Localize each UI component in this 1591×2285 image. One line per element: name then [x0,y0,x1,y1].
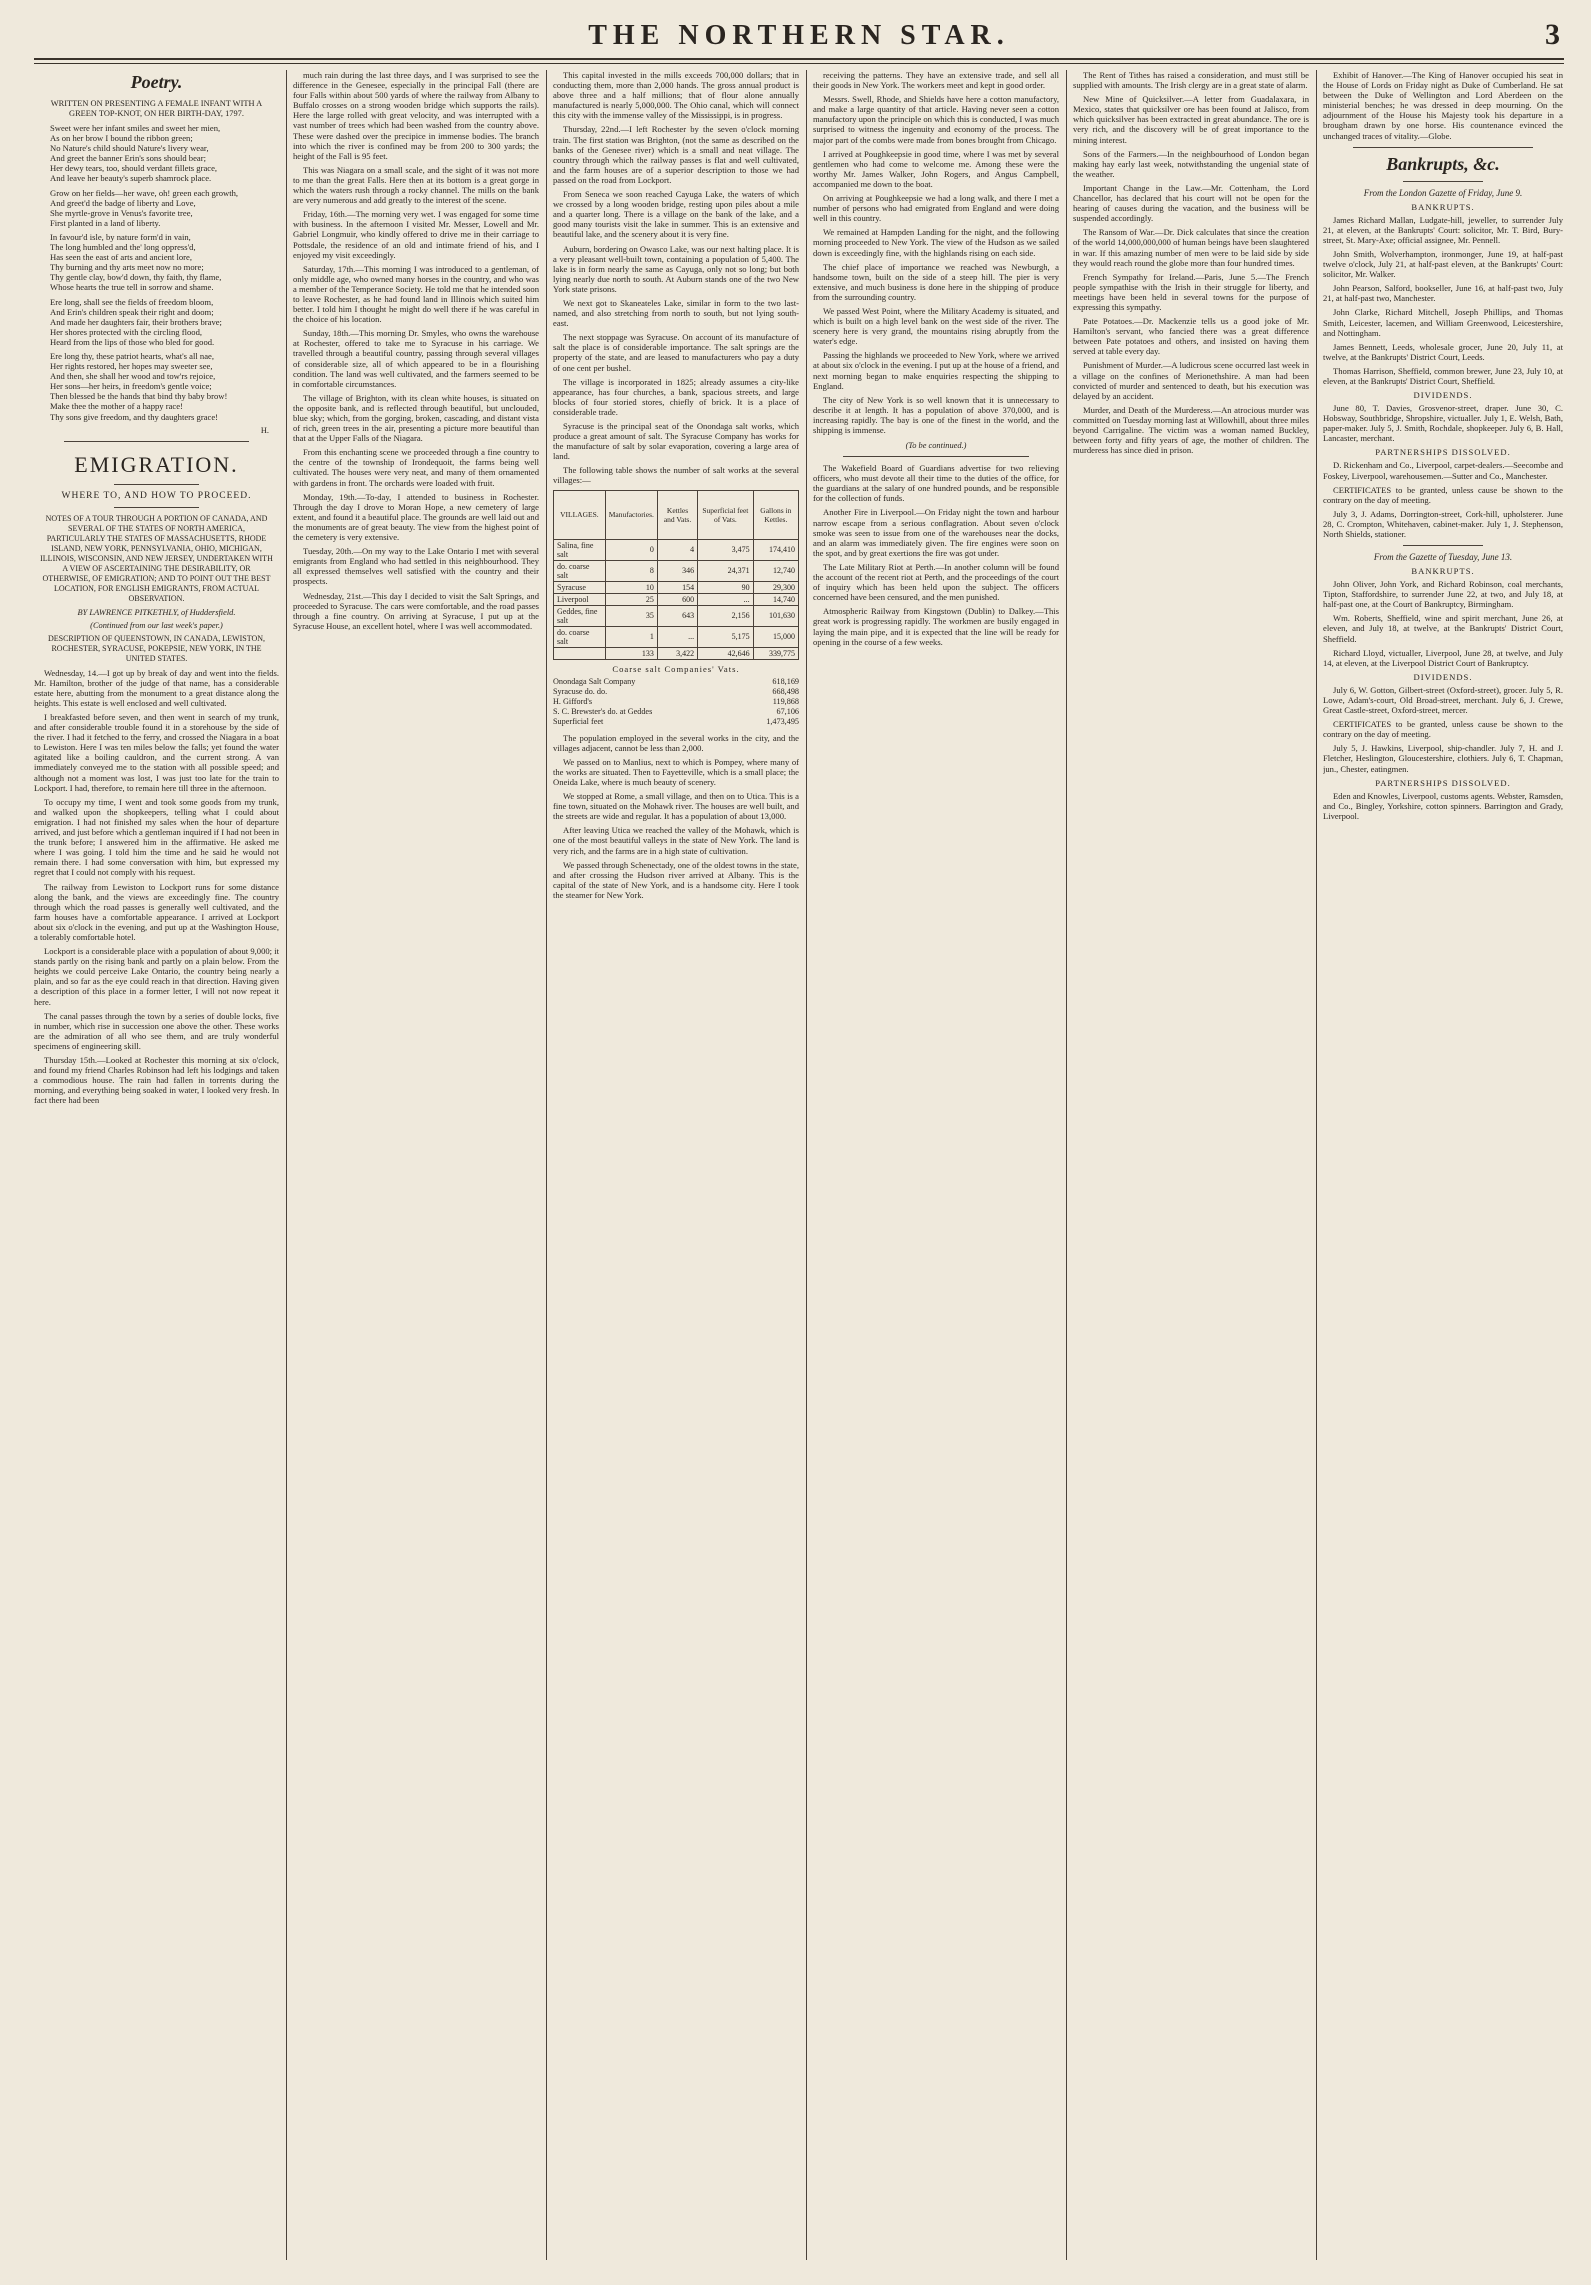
poem-stanza [34,123,279,184]
article-paragraph: The village is incorporated in 1825; already assumes a city-like appearance, has four churches, a bank, spacious streets, and large blocks of four storied stores, chiefly of brick. It is a place of considerable trade. [553,376,799,417]
news-item: Another Fire in Liverpool.—On Friday night the town and harbour narrow escape from a serious conflagration. About seven o'clock smoke was seen to issue from one of the warehouses near the docks, and an alarm was immediately given. The fire engines were soon on the spot, and by great exertions the fire was got under. [813,507,1059,558]
table-row [554,539,799,560]
divider [1403,181,1483,182]
column-4 [813,70,1059,2260]
article-paragraph: The railway from Lewiston to Lockport runs for some distance along the bank, and the views are exceedingly fine. The country through which the road passes is generally well cultivated, and the farm houses have a comfortable appearance. I arrived at Lockport about six o'clock in the evening, and put up at the Washington House, a tolerably comfortable hotel. [34,881,279,942]
table-cell: Liverpool [554,593,606,605]
table-row [554,605,799,626]
column-4-news [813,463,1059,647]
article-paragraph: Thursday, 22nd.—I left Rochester by the seven o'clock morning train. The first station was Brighton, (not the same as described on the banks of the Genesee river) which is a small and neat village. The country through which the railway passes is flat and well cultivated, and the farm houses are of a superior description to those we had passed on the road from Lockport. [553,124,799,185]
divider [114,507,199,508]
partnerships-1: D. Rickenham and Co., Liverpool, carpet-dealers.—Seecombe and Foskey, Liverpool, warehousemen.—Sutter and Co., Manchester. [1323,460,1563,481]
article-paragraph: Wednesday, 14.—I got up by break of day and went into the fields. Mr. Hamilton, brother of the judge of that name, has a considerable estate here, abutting from the monument to a great distance along the heights. This estate is well enclosed and well cultivated. [34,667,279,708]
article-paragraph: Messrs. Swell, Rhode, and Shields have here a cotton manufactory, and make a large quantity of that article. Having never seen a cotton manufactory upon the principle on which this is conducted, I was much surprised to witness the ingenuity and economy of the process. The major part of the combs were made from bones brought from Chicago. [813,94,1059,145]
table-cell: 14,740 [753,593,798,605]
bankrupt-entry: James Bennett, Leeds, wholesale grocer, June 20, July 11, at twelve, at the Bankrupts' District Court, Leeds. [1323,341,1563,362]
table-row [554,593,799,605]
table-cell: 101,630 [753,605,798,626]
poem-line: And leave her beauty's superb shamrock place. [50,173,212,184]
poem-line: First planted in a land of liberty. [50,217,161,228]
column-rule [546,70,547,2260]
salt-company-name: Syracuse do. do. [553,686,608,696]
article-paragraph: The following table shows the number of salt works at the several villages:— [553,465,799,486]
villages-table [553,490,799,660]
column-3-body-continued [553,733,799,900]
column-rule [1066,70,1067,2260]
article-paragraph: We passed through Schenectady, one of the oldest towns in the state, and after crossing the Hudson river arrived at Albany. This is the capital of the state of New York, and is a handsome city. Here I took the steamer for New York. [553,859,799,900]
article-paragraph: Sunday, 18th.—This morning Dr. Smyles, who owns the warehouse at Rochester, offered to take me to Syracuse in his carriage. We travelled through a beautiful country, passing through several villages of considerable size, all of which appeared to be in a flourishing condition. The land was well cultivated, and the farmers seemed to be in comfortable circumstances. [293,328,539,389]
table-cell: 1 [605,626,657,647]
news-item: Important Change in the Law.—Mr. Cottenham, the Lord Chancellor, has declared that his court will not be open for the hearing of causes during the vacation, and the business will be suspended accordingly. [1073,182,1309,224]
salt-total-value: 1,473,495 [766,716,799,726]
table-cell: 15,000 [753,626,798,647]
emigration-summary: NOTES OF A TOUR THROUGH A PORTION OF CANADA, AND SEVERAL OF THE STATES OF NORTH AMERICA, PARTICULARLY THE STATES OF MASSACHUSETTS, RHODE ISLAND, NEW YORK, PENNSYLVANIA, OHIO, MICHIGAN, ILLINOIS, WISCONSIN, AND NEW JERSEY, UNDERTAKEN WITH A VIEW OF ASCERTAINING THE DESIRABILITY, OR OTHERWISE, OF EMIGRATION; AND TO POINT OUT THE BEST LOCATION, FOR ENGLISH EMIGRANTS, FROM ACTUAL OBSERVATION. [40,513,273,603]
poem-line: Grow on her fields—her wave, oh! green each growth, [50,187,239,198]
certificates-label: CERTIFICATES to be granted, unless cause be shown to the contrary on the day of meeting. [1323,484,1563,505]
poem-line: Ere long, shall see the fields of freedom bloom, [50,296,214,307]
page-number: 3 [1545,18,1560,51]
table-cell: 600 [657,593,697,605]
poem-line: Thy sons give freedom, and thy daughters grace! [50,411,219,422]
salt-company-value: 668,498 [772,686,799,696]
poem-stanza [34,188,279,228]
dividends-1: June 80, T. Davies, Grosvenor-street, draper. June 30, C. Hobsway, Southbridge, Shropshire, victualler. July 1, E. Welsh, Bath, paper-maker. July 5, J. Smith, Rochdale, shopkeeper. July 6, B. Hall, Lancaster, merchant. [1323,403,1563,444]
table-cell: Syracuse [554,581,606,593]
table-cell: 8 [605,560,657,581]
article-paragraph: After leaving Utica we reached the valley of the Mohawk, which is one of the most beautiful valleys in the state of New York. The land is very rich, and the farms are in a high state of cultivation. [553,825,799,856]
article-paragraph: Auburn, bordering on Owasco Lake, was our next halting place. It is a very pleasant well-built town, containing a population of 5,400. The lake is in form nearly the same as Cayuga, only not so long; but both lying nearly due north to south. At Auburn stands one of the two New York state prisons. [553,243,799,294]
news-item: New Mine of Quicksilver.—A letter from Guadalaxara, in Mexico, states that quicksilver ore has been found at Jalisco, from which quicksilver has been extracted in great abundance. The ore is very rich, and the discovery will be of great importance to the mining interest. [1073,94,1309,145]
article-paragraph: We stopped at Rome, a small village, and then on to Utica. This is a fine town, situated on the Mohawk river. The houses are well built, and the streets are wide and regular. It has a population of about 13,000. [553,791,799,822]
article-paragraph: On arriving at Poughkeepsie we had a long walk, and there I met a number of persons who had emigrated from England and were doing well in this country. [813,193,1059,224]
poem-signature: H. [260,425,269,435]
poem-line: She myrtle-grove in Venus's favorite tree, [50,207,193,218]
poem-line: No Nature's child should Nature's livery wear, [50,143,209,154]
partnerships-2: Eden and Knowles, Liverpool, customs agents. Webster, Ramsden, and Co., Bingley, Yorkshire, cotton spinners. Barrington and Grady, Liverpool. [1323,790,1563,821]
poem-line: The long humbled and the' long oppress'd, [50,242,196,253]
certificates-1: July 3, J. Adams, Dorrington-street, Cork-hill, upholsterer. June 28, C. Crompton, Whitehaven, cabinet-maker. July 1, J. Stephenson, North Shields, stationer. [1323,508,1563,539]
poem-line: Her dewy tears, too, should verdant fillets grace, [50,163,218,174]
dividends-2: July 6, W. Gotton, Gilbert-street (Oxford-street), grocer. July 5, R. Lowe, Adam's-court, Old Broad-street, merchant. July 6, J. Crewe, Great Castle-street, Oxford-street, mercer. [1323,684,1563,716]
article-paragraph: From Seneca we soon reached Cayuga Lake, the waters of which we crossed by a long wooden bridge, resting upon piles about a mile and a quarter long. There is a village on the bank of the lake, and a good many tourists visit the lake in summer. This is an extensive and beautiful lake, and the scenery about it is very fine. [553,189,799,240]
table-header-cell: Manufactories. [605,490,657,539]
divider [1403,545,1483,546]
poem-line: As on her brow I bound the ribbon green; [50,133,193,144]
salt-stats-label: Coarse salt Companies' Vats. [612,663,740,674]
bankrupt-entry: John Clarke, Richard Mitchell, Joseph Phillips, and Thomas Smith, Leicester, lacemen, and William Greenwood, Leicestershire, and Nottingham. [1323,307,1563,338]
newspaper-page [34,18,1564,2268]
poem-line: Thy gentle clay, bow'd down, thy faith, thy flame, [50,272,222,283]
poem-stanza [34,297,279,347]
article-paragraph: I arrived at Poughkeepsie in good time, where I was met by several gentlemen who had come to welcome me. Among these were the worthy Mr. James Walker, John Rogers, and Angus Campbell, accompanied me down to the boat. [813,148,1059,189]
table-header-cell: Superficial feet of Vats. [698,490,753,539]
article-paragraph: I breakfasted before seven, and then went in search of my trunk, and after considerable trouble found it in a storehouse by the side of the river. I had it fetched to the ferry, and crossed the Niagara in a boat to Lewiston. Here I was ten miles below the falls; yet found the water agitated like a boiling cauldron, and the current strong. A van immediately conveyed me to the station with all possible speed; and although not a moment was lost, I was just too late for the train to Lockport. I had, therefore, to remain here till three in the afternoon. [34,712,279,793]
salt-company-value: 618,169 [772,676,799,686]
poem-line: Ere long thy, these patriot hearts, what's all nae, [50,350,214,361]
bankrupt-entry: John Smith, Wolverhampton, ironmonger, June 19, at half-past twelve o'clock, July 21, at half-past eleven, at the Bankrupts' Court: solicitor, Mr. Walker. [1323,248,1563,280]
table-cell: 10 [605,581,657,593]
news-item: The Ransom of War.—Dr. Dick calculates that since the creation of the world 14,000,000,000 of human beings have been slaughtered in war. If this amazing number of men were to be laid side by side they would reach round the globe more than four hundred times. [1073,227,1309,268]
news-item: The Late Military Riot at Perth.—In another column will be found the account of the recent riot at Perth, and the proceedings of the court of inquiry which has been held upon the subject. The officers concerned have been censured, and the men punished. [813,561,1059,603]
bankrupts-heading: Bankrupts, &c. [1386,153,1500,174]
poem-line: Thy burning and thy arts meet now no more; [50,262,204,273]
poem-line: And made her daughters fair, their brothers brave; [50,316,222,327]
masthead-rule [34,63,1564,64]
poem-stanza [34,232,279,293]
route-heading: DESCRIPTION OF QUEENSTOWN, IN CANADA, LEWISTON, ROCHESTER, SYRACUSE, POKEPSIE, NEW YORK, IN THE UNITED STATES. [47,633,266,663]
article-paragraph: Syracuse is the principal seat of the Onondaga salt works, which produce a great amount of salt. The Syracuse Company has works for the manufacture of salt by solar evaporation, covering a large area of land. [553,421,799,462]
emigration-subheading: WHERE TO, AND HOW TO PROCEED. [61,490,252,501]
article-paragraph: We passed on to Manlius, next to which is Pompey, where many of the works are situated. Then to Fayetteville, which is a small place; the Oneida Lake, where is much beauty of scenery. [553,756,799,787]
poem-line: And greet'd the badge of liberty and Love, [50,197,196,208]
article-paragraph: The next stoppage was Syracuse. On account of its manufacture of salt the place is of considerable importance. The salt springs are the property of the state, and are leased to manufacturers who pay a duty of one cent per bushel. [553,332,799,373]
column-6 [1323,70,1563,2260]
salt-stats-row [553,697,799,707]
article-paragraph: We next got to Skaneateles Lake, similar in form to the two last-named, and also stretching from north to south, but not lying south-east. [553,297,799,329]
article-paragraph: receiving the patterns. They have an extensive trade, and sell all their goods in New York. The workers meet and kept in good order. [813,70,1059,91]
table-cell: 133 [605,647,657,659]
article-paragraph: Wednesday, 21st.—This day I decided to visit the Salt Springs, and proceeded to Syracuse. The cars were comfortable, and the road passes through a fine country. On arriving at Syracuse, I put up at the Syracuse House, an excellent hotel, where I was well accommodated. [293,590,539,631]
divider [114,484,199,485]
poem-line: And Erin's children speak their right and doom; [50,306,214,317]
table-cell: do. coarse salt [554,626,606,647]
article-paragraph: Thursday 15th.—Looked at Rochester this morning at six o'clock, and found my friend Charles Robinson had left his lodgings and taken a commodious house. The rain had fallen in torrents during the morning, and everything being soaked in water, I looked very fresh. In fact there had been [34,1055,279,1106]
dividends-label-2: DIVIDENDS. [1413,671,1473,682]
column-1 [34,70,279,2260]
article-paragraph: Tuesday, 20th.—On my way to the Lake Ontario I met with several emigrants from England who had settled in this neighbourhood. They all expressed themselves well satisfied with the country and their prospects. [293,546,539,587]
dividends-label: DIVIDENDS. [1413,390,1473,401]
emigration-heading: EMIGRATION. [74,451,239,477]
table-cell: 2,156 [698,605,753,626]
emigration-body [34,668,279,1106]
news-item: French Sympathy for Ireland.—Paris, June 5.—The French people sympathise with the Irish in their struggle for liberty, and meetings have been held in several towns for the purpose of expressing this sympathy. [1073,271,1309,312]
poem-line: Her sons—her heirs, in freedom's gentle voice; [50,381,212,392]
table-row [554,626,799,647]
column-rule [286,70,287,2260]
table-header-cell: Gallons in Kettles. [753,490,798,539]
table-cell: do. coarse salt [554,560,606,581]
article-paragraph: This capital invested in the mills exceeds 700,000 dollars; that in conducting them, more than 2,000 hands. The gross annual product is above three and a half millions; that of flour alone annually manufactured is nearly 5,000,000. The Ohio canal, which will connect this city with the immense valley of the Mississippi, is in progress. [553,70,799,121]
salt-stats-rows [553,677,799,717]
poem-line: And greet the banner Erin's sons should bear; [50,153,206,164]
partnerships-label-2: PARTNERSHIPS DISSOLVED. [1375,777,1511,788]
news-item: The Rent of Tithes has raised a consideration, and must still be supplied with amounts. The Irish clergy are in a great state of alarm. [1073,70,1309,91]
table-cell: 25 [605,593,657,605]
article-paragraph: The population employed in the several works in the city, and the villages adjacent, cannot be less than 2,000. [553,732,799,753]
article-paragraph: The city of New York is so well known that it is unnecessary to describe it at length. It has a population of above 370,000, and is increasing rapidly. The bay is one of the finest in the world, and the shipping is immense. [813,394,1059,435]
salt-company-name: Onondaga Salt Company [553,676,636,686]
article-paragraph: The village of Brighton, with its clean white houses, is situated on the opposite bank, and is reflected through beautiful, but unclouded, blue sky; which, from the gorging, broken, cascading, and distant vista of rich, green trees in the air, presenting a picture more beautiful than that at the Upper Falls of the Niagara. [293,392,539,444]
table-cell: 346 [657,560,697,581]
bankrupts-label: BANKRUPTS. [1411,201,1475,212]
table-cell [554,647,606,659]
news-item: Punishment of Murder.—A ludicrous scene occurred last week in a village on the confines of Merionethshire. A man had been convicted of murder and sentenced to death, but his execution was delayed by an accident. [1073,360,1309,401]
article-paragraph: From this enchanting scene we proceeded through a fine country to the centre of the township of Irondequoit, the farms being well cultivated. The houses were very neat, and many of them ornamented with gardens in front. The orchards were loaded with fruit. [293,447,539,488]
article-paragraph: Passing the highlands we proceeded to New York, where we arrived at about six o'clock in the evening. I put up at the house of a friend, and next morning began to make enquiries respecting the shipping to England. [813,350,1059,391]
news-item: Atmospheric Railway from Kingstown (Dublin) to Dalkey.—This great work is progressing rapidly. The workmen are busily engaged in laying the main pipe, and it is expected that the line will be ready for opening in the course of a few weeks. [813,606,1059,647]
table-body [554,539,799,659]
poem-line: Her rights restored, her hopes may sweeter see, [50,361,213,372]
bankrupt-entry: James Richard Mallan, Ludgate-hill, jeweller, to surrender July 21, at eleven, at the Bankrupts' Court: solicitor, Mr. T. Bird, Bury-street, St. Mary-Axe; official assignee, Mr. Pennell. [1323,214,1563,245]
article-paragraph: To occupy my time, I went and took some goods from my trunk, and walked upon the shopkeepers, telling what I could about emigration. I had not finished my sales when the hour of departure arrived, and just before which a gentleman inquired if I had not been in the trunk before; I answered him in the affirmative. He asked me where I was going. I told him the time and he said he would not remain there. I had some conversation with him, but expressed my regret that I could not comply with his request. [34,796,279,878]
table-cell: Salina, fine salt [554,539,606,560]
bankrupt-entry: John Oliver, John York, and Richard Robinson, coal merchants, Tipton, Staffordshire, to surrender June 22, at two, and July 18, at half-past one, at the Court of Bankruptcy, Birmingham. [1323,579,1563,610]
table-cell: 35 [605,605,657,626]
poem-line: Her shores protected with the circling flood, [50,326,203,337]
bankrupt-entry: Wm. Roberts, Sheffield, wine and spirit merchant, June 26, at eleven, and July 18, at twelve, at the Bankrupts' District Court, Sheffield. [1323,613,1563,644]
poem-line: Has seen the east of arts and ancient lore, [50,252,192,263]
certificates-label-2: CERTIFICATES to be granted, unless cause be shown to the contrary on the day of meeting. [1323,719,1563,740]
article-paragraph: We passed West Point, where the Military Academy is situated, and which is built on a high level bank on the west side of the river. The scenery here is very grand, the mountains rising abruptly from the water's edge. [813,305,1059,347]
columns [34,70,1564,2260]
table-cell: 12,740 [753,560,798,581]
newspaper-title: THE NORTHERN STAR. [588,20,1010,51]
table-cell: 0 [605,539,657,560]
salt-stats-row [553,677,799,687]
hanover-notice: Exhibit of Hanover.—The King of Hanover occupied his seat in the House of Lords on Friday night as Duke of Cumberland. He sat between the Duke of Wellington and Lord Aberdeen on the ministerial benches; he was dressed in deep mourning. On the adjournment of the House his Majesty took his departure in a brougham drawn by one horse. His countenance evinced the unchanged traces of vitality.—Globe. [1323,70,1563,141]
news-item: Sons of the Farmers.—In the neighbourhood of London began making hay early last week, notwithstanding the ungenial state of the weather. [1073,148,1309,179]
poem-line: And then, she shall her wood and tow'rs rejoice, [50,371,216,382]
article-paragraph: Friday, 16th.—The morning very wet. I was engaged for some time with business. In the afternoon I visited Mr. Messer, Lowell and Mr. Gabriel Longmuir, who kindly offered to drive me in their carriage to Pottsdale, the residence of an old and intimate friend of his, and I enjoyed my visit exceedingly. [293,209,539,260]
divider [1353,147,1533,148]
table-header-cell: Kettles and Vats. [657,490,697,539]
salt-company-value: 67,106 [776,706,799,716]
continued-note: (Continued from our last week's paper.) [90,620,223,630]
table-cell: 24,371 [698,560,753,581]
to-be-continued: (To be continued.) [905,441,967,451]
column-3-body [553,70,799,486]
poem-line: Then blessed be the hands that bind thy baby brow! [50,391,228,402]
news-item: Murder, and Death of the Murderess.—An atrocious murder was committed on Tuesday morning last at Willowhill, about three miles beyond Carrigaline. The victim was a woman named Buckley, between forty and fifty years of age, the mother of children. The murderess has since died in prison. [1073,404,1309,456]
salt-company-name: H. Gifford's [553,696,593,706]
salt-vats-stats [553,664,799,727]
article-paragraph: Monday, 19th.—To-day, I attended to business in Rochester. Through the day I drove to Moran Hope, a new cemetery of large extent, and found it a beautiful place. The grounds are well laid out and the monuments are of great beauty. The view from the highest point of the cemetery is very extensive. [293,491,539,543]
table-cell: 5,175 [698,626,753,647]
poem-line: Make thee the mother of a happy race! [50,401,183,412]
table-header-row [554,490,799,539]
salt-company-name: S. C. Brewster's do. at Geddes [553,706,653,716]
article-paragraph: We remained at Hampden Landing for the night, and the following morning proceeded to New York. The view of the Hudson as we sailed down is exceedingly fine, with the highlands rising on each side. [813,227,1059,258]
column-4-body [813,70,1059,435]
article-paragraph: This was Niagara on a small scale, and the sight of it was not more to me than the great Falls. Here then at its bottom is a great gorge in which the waters rush through a rocky channel. The mills on the bank are very numerous and add greatly to the interest of the scene. [293,164,539,206]
poem-line: Heard from the lips of those who bled for good. [50,336,215,347]
table-cell: 154 [657,581,697,593]
bankrupts-label-2: BANKRUPTS. [1411,566,1475,577]
table-row [554,581,799,593]
bankrupts-list-1 [1323,215,1563,386]
salt-company-value: 119,868 [772,696,799,706]
table-cell: 174,410 [753,539,798,560]
poem-line: Whose hearts the true tell in sorrow and shame. [50,282,214,293]
certificates-2: July 5, J. Hawkins, Liverpool, ship-chandler. July 7, H. and J. Fletcher, Heslington, Gloucestershire, clothiers. July 6, T. Chapman, jun., Chester, eatingmen. [1323,743,1563,774]
table-cell: 29,300 [753,581,798,593]
table-row [554,647,799,659]
masthead [34,18,1564,60]
bankrupt-entry: John Pearson, Salford, bookseller, June 16, at half-past two, July 21, at half-past two, Manchester. [1323,283,1563,304]
table-cell: ... [657,626,697,647]
gazette-date-1: From the London Gazette of Friday, June 9. [1363,187,1523,198]
article-paragraph: much rain during the last three days, and I was surprised to see the difference in the Genesee, especially in the principal Fall (there are four Falls within about 500 yards of where the railway from Albany to Buffalo crosses on a strong wooden bridge which supports the rails). Here the large rolled with great velocity, and was interrupted with a vast number of trees which had been washed from the country above. These were dashed over the precipice in immense bodies. The branch into which the river is confined may be from 200 to 300 yards; the height of the Fall is 95 feet. [293,70,539,161]
poem-line: Sweet were her infant smiles and sweet her mien, [50,123,221,133]
table-cell: 339,775 [753,647,798,659]
poem [34,123,279,422]
poetry-heading: Poetry. [130,72,183,92]
column-rule [806,70,807,2260]
divider [843,456,1029,457]
column-5 [1073,70,1309,2260]
news-item: Pate Potatoes.—Dr. Mackenzie tells us a good joke of Mr. Hamilton's servant, who fancied there was a great difference between Pate potatoes and others, and insisted on having them served at table every day. [1073,316,1309,357]
news-item: The Wakefield Board of Guardians advertise for two relieving officers, who must devote all their time to the duties of the office, for the guardians at the salary of one hundred pounds, and be responsible for the collection of funds. [813,463,1059,504]
table-cell: 3,422 [657,647,697,659]
article-paragraph: Lockport is a considerable place with a population of about 9,000; it stands partly on the rising bank and partly on a plain below. From the heights we could perceive Lake Ontario, the country being nearly a plain, and so far as the eye could reach in that direction. Having given a description of this place in a former letter, I will not now repeat it here. [34,946,279,1007]
poem-line: In favour'd isle, by nature form'd in vain, [50,231,191,242]
salt-stats-total [553,717,799,727]
column-2 [293,70,539,2260]
divider [64,441,249,442]
article-paragraph: The canal passes through the town by a series of double locks, five in number, which rise in succession one above the other. These works are the admiration of all who see them, and are truly wonderful specimens of engineering skill. [34,1010,279,1051]
gazette-date-2: From the Gazette of Tuesday, June 13. [1373,552,1513,563]
table-header-cell: VILLAGES. [554,490,606,539]
bankrupt-entry: Richard Lloyd, victualler, Liverpool, June 28, at twelve, and July 14, at eleven, at the Liverpool District Court of Bankruptcy. [1323,647,1563,668]
article-paragraph: Saturday, 17th.—This morning I was introduced to a gentleman, of only middle age, who owned many horses in the country, and who was a member of the Temperance Society. He told me that he intended soon to leave Rochester, as he had found land in Illinois which suited him better. I told him I thought he might do well there if he was careful in the choice of his location. [293,263,539,325]
table-row [554,560,799,581]
salt-stats-row [553,707,799,717]
bankrupts-list-2 [1323,579,1563,668]
column-rule [1316,70,1317,2260]
poem-stanza [34,351,279,422]
table-cell: 90 [698,581,753,593]
salt-stats-row [553,687,799,697]
table-cell: 42,646 [698,647,753,659]
table-cell: 643 [657,605,697,626]
article-paragraph: The chief place of importance we reached was Newburgh, a handsome town, built on the side of a steep hill. The pier is very extensive, and much business is done here in the shipping of produce from the surrounding country. [813,261,1059,302]
salt-total-label: Superficial feet [553,716,604,726]
table-cell: 4 [657,539,697,560]
table-cell: 3,475 [698,539,753,560]
poem-title: WRITTEN ON PRESENTING A FEMALE INFANT WITH A GREEN TOP-KNOT, ON HER BIRTH-DAY, 1797. [50,99,263,118]
bankrupt-entry: Thomas Harrison, Sheffield, common brewer, June 23, July 10, at eleven, at the Bankrupts' District Court, Sheffield. [1323,365,1563,386]
partnerships-label: PARTNERSHIPS DISSOLVED. [1375,447,1511,458]
column-3 [553,70,799,2260]
author-byline: BY LAWRENCE PITKETHLY, of Huddersfield. [77,607,236,617]
table-cell: ... [698,593,753,605]
table-cell: Geddes, fine salt [554,605,606,626]
